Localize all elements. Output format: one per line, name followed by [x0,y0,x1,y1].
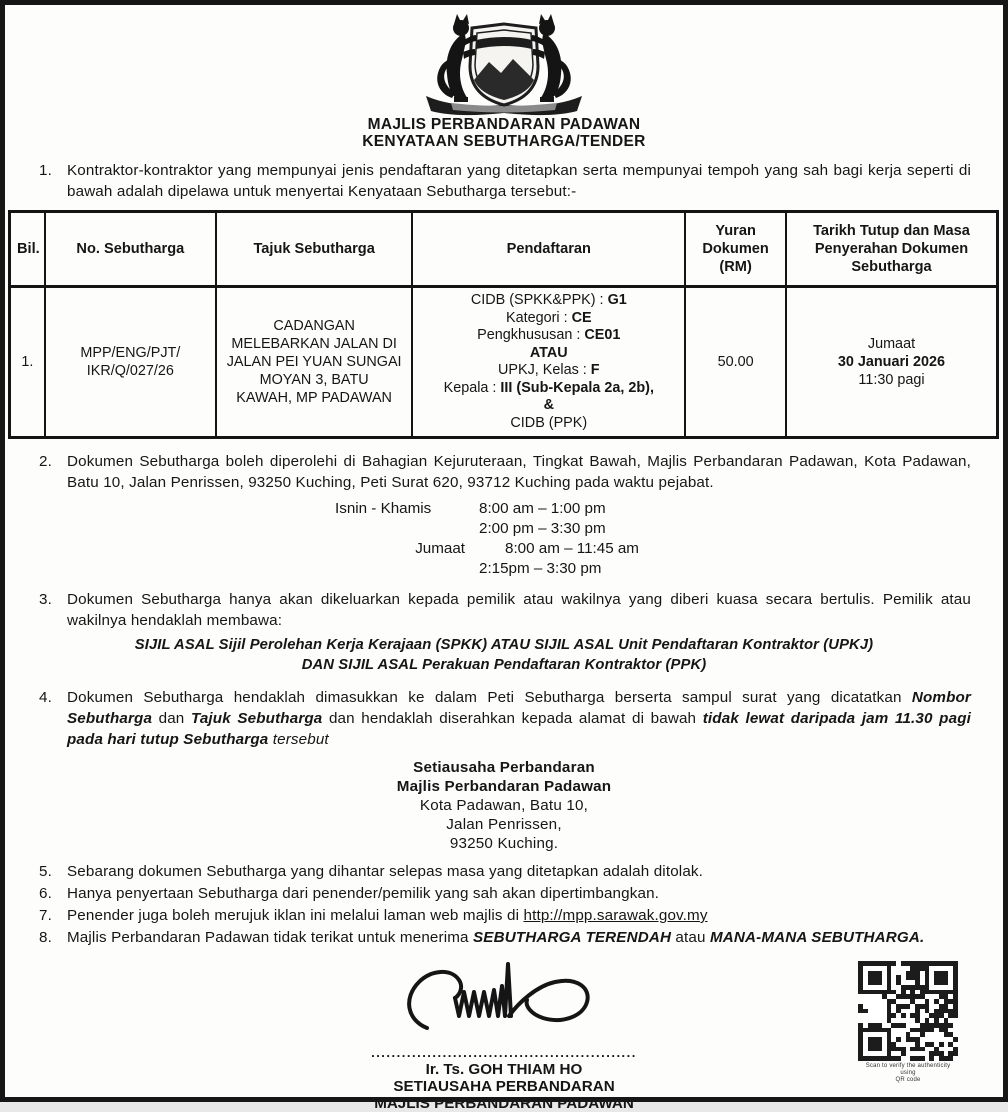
clause-8-text: Majlis Perbandaran Padawan tidak terikat untuk menerima SEBUTHARGA TERENDAH atau MANA-MANA SEBUTHARGA. [67,929,925,946]
hours-time: 8:00 am – 11:45 am [505,540,639,557]
tender-table-row [10,287,998,438]
clause-6 [39,883,971,904]
pendaftaran-line: ATAU [529,344,568,361]
address-line: Kota Padawan, Batu 10, [419,797,589,814]
office-hours-row [335,559,1003,579]
hours-day: Jumaat [415,540,465,557]
tarikh-time: 11:30 pagi [858,372,925,388]
address-line: Majlis Perbandaran Padawan [396,778,612,795]
document-title: KENYATAAN SEBUTHARGA/TENDER [362,133,646,150]
cell-pendaftaran [412,287,685,438]
clause-5-number: 5. [39,863,52,880]
pendaftaran-line: CIDB (PPK) [510,414,588,431]
col-header-tarikh-tutup: Tarikh Tutup dan Masa Penyerahan Dokumen Sebutharga [786,212,998,287]
clause-2-text: Dokumen Sebutharga boleh diperolehi di Bahagian Kejuruteraan, Tingkat Bawah, Majlis Perbandaran Padawan, Kota Padawan, Batu 10, Jalan Penrissen, 93250 Kuching, Peti Surat 620, 93712 Kuching pada waktu pejabat. [67,453,971,491]
signature-dotted-line: .................................................... [371,1045,637,1060]
tajuk-line: CADANGAN [273,318,355,334]
qr-caption: Scan to verify the authenticity using QR code [865,1063,951,1083]
no-sebutharga-line: IKR/Q/027/26 [86,363,174,379]
hours-day [335,559,465,579]
clause-8-number: 8. [39,929,52,946]
clause-7 [39,905,971,926]
clause-3-number: 3. [39,591,52,608]
verification-qr-block [858,961,958,1084]
cell-tajuk [216,287,412,438]
certificates-line: SIJIL ASAL Sijil Perolehan Kerja Kerajaan (SPKK) ATAU SIJIL ASAL Unit Pendaftaran Kontraktor (UPKJ) [134,637,874,653]
certificates-line: DAN SIJIL ASAL Perakuan Pendaftaran Kontraktor (PPK) [301,657,707,673]
tender-table-header-row [10,212,998,287]
cell-yuran: 50.00 [685,287,786,438]
signoff-block [5,1047,1003,1112]
hours-time: 8:00 am – 1:00 pm [479,500,606,517]
signatory-name: Ir. Ts. GOH THIAM HO [425,1061,583,1078]
submission-address [5,758,1003,853]
col-header-yuran-dokumen: Yuran Dokumen (RM) [685,212,786,287]
tajuk-line: KAWAH, MP PADAWAN [236,390,392,406]
clause-4-number: 4. [39,689,52,706]
clause-3-text: Dokumen Sebutharga hanya akan dikeluarkan kepada pemilik atau wakilnya yang diberi kuasa secara bertulis. Pemilik atau wakilnya hendaklah membawa: [67,591,971,629]
office-hours-row [335,539,1003,559]
signatory-organization: MAJLIS PERBANDARAN PADAWAN [374,1095,634,1112]
required-certificates [5,635,1003,675]
document-header [5,5,1003,150]
no-sebutharga-line: MPP/ENG/PJT/ [80,345,181,361]
clause-1-number: 1. [39,162,52,179]
clause-4 [39,687,971,750]
clause-1 [39,160,971,202]
hours-day [335,519,465,539]
clause-2-number: 2. [39,453,52,470]
clause-5-text: Sebarang dokumen Sebutharga yang dihantar selepas masa yang ditetapkan adalah ditolak. [67,863,704,880]
cell-no-sebutharga [45,287,216,438]
pendaftaran-line: Kategori : CE [505,309,592,326]
col-header-no-sebutharga: No. Sebutharga [45,212,216,287]
tajuk-line: MOYAN 3, BATU [259,372,369,388]
clause-7-text: Penender juga boleh merujuk iklan ini melalui laman web majlis di http://mpp.sarawak.gov.my [67,907,708,924]
tajuk-line: MELEBARKAN JALAN DI [231,336,397,352]
signatory-role: SETIAUSAHA PERBANDARAN [393,1078,615,1095]
tajuk-line: JALAN PEI YUAN SUNGAI [226,354,402,370]
tender-table [8,210,999,439]
clause-2 [39,451,971,493]
signature-area [5,950,1003,1047]
hours-time: 2:00 pm – 3:30 pm [479,520,606,537]
hours-day: Isnin - Khamis [335,500,432,517]
clause-6-text: Hanya penyertaan Sebutharga dari penender/pemilik yang sah akan dipertimbangkan. [67,885,660,902]
cell-tarikh [786,287,998,438]
col-header-tajuk-sebutharga: Tajuk Sebutharga [216,212,412,287]
clause-8 [39,927,971,948]
office-hours [335,499,1003,579]
hours-time: 2:15pm – 3:30 pm [479,560,602,577]
cell-bil: 1. [10,287,45,438]
tarikh-date: 30 Januari 2026 [837,354,946,370]
col-header-pendaftaran: Pendaftaran [412,212,685,287]
pendaftaran-line: UPKJ, Kelas : F [498,362,600,378]
clause-4-text: Dokumen Sebutharga hendaklah dimasukkan ke dalam Peti Sebutharga berserta sampul surat yang dicatatkan Nombor Sebutharga dan Tajuk Sebutharga dan hendaklah diserahkan kepada alamat di bawah tidak lewat daripada jam 11.30 pagi pada hari tutup Sebutharga tersebut [67,689,971,748]
pendaftaran-line: CIDB (SPKK&PPK) : G1 [470,292,627,308]
col-header-bil: Bil. [10,212,45,287]
address-line: Jalan Penrissen, [446,816,562,833]
clause-6-number: 6. [39,885,52,902]
clause-1-text: Kontraktor-kontraktor yang mempunyai jenis pendaftaran yang ditetapkan serta mempunyai tempoh yang sah bagi kerja seperti di bawah adalah dipelawa untuk menyertai Kenyataan Sebutharga tersebut:- [67,162,971,200]
clause-3 [39,589,971,631]
council-website-link[interactable]: http://mpp.sarawak.gov.my [523,907,708,924]
pendaftaran-line: & [543,397,554,413]
clause-7-number: 7. [39,907,52,924]
org-name: MAJLIS PERBANDARAN PADAWAN [367,116,641,133]
address-line: Setiausaha Perbandaran [413,759,595,776]
padawan-crest-icon [406,10,602,116]
tarikh-day: Jumaat [867,336,916,352]
pendaftaran-line: Pengkhususan : CE01 [477,327,621,343]
office-hours-row [335,499,1003,519]
qr-code [858,961,958,1061]
address-line: 93250 Kuching. [449,835,559,852]
office-hours-row [335,519,1003,539]
pendaftaran-line: Kepala : III (Sub-Kepala 2a, 2b), [443,379,654,396]
handwritten-signature [379,950,629,1042]
clause-5 [39,861,971,882]
